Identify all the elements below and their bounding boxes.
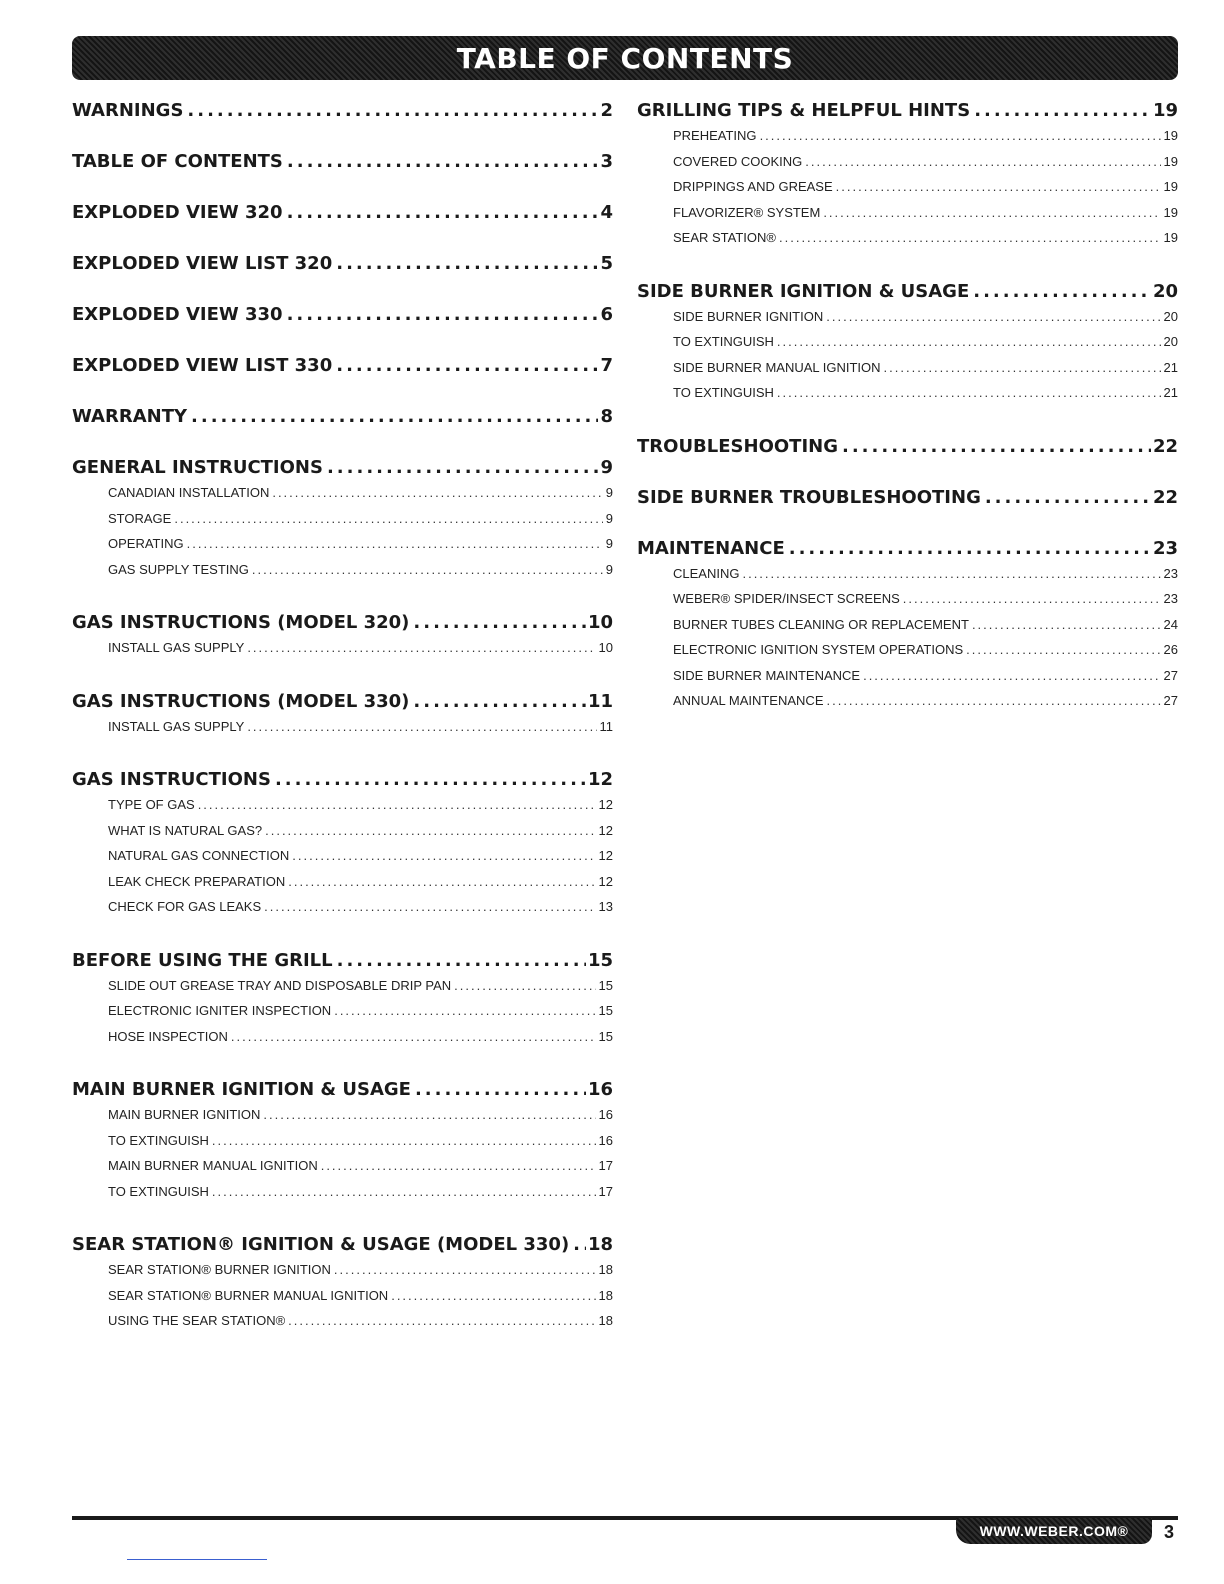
- toc-section: [72, 612, 613, 666]
- toc-subsection-page: 9: [605, 561, 613, 577]
- toc-subsection-page: 26: [1163, 642, 1178, 657]
- dot-leader: [863, 668, 1160, 683]
- dot-leader: [805, 154, 1160, 169]
- toc-section-entry[interactable]: [72, 950, 613, 976]
- dot-leader: [903, 591, 1161, 606]
- toc-section-page: 23: [1152, 537, 1178, 559]
- toc-subsection-entry[interactable]: [673, 385, 1178, 411]
- toc-section-entry[interactable]: [72, 457, 613, 483]
- toc-subsection-page: 21: [1163, 359, 1178, 375]
- toc-section: [72, 950, 613, 1055]
- toc-subsection-page: 19: [1163, 204, 1178, 220]
- toc-subsection-title: TO EXTINGUISH: [108, 1183, 209, 1199]
- toc-section: [72, 457, 613, 587]
- dot-leader: [974, 100, 1151, 121]
- dot-leader: [789, 538, 1151, 559]
- toc-subsection-page: 18: [598, 1262, 613, 1277]
- toc-subsection-entry[interactable]: [108, 536, 613, 562]
- toc-section-page: 8: [600, 406, 613, 427]
- toc-subsection-list: [108, 797, 613, 925]
- toc-subsection-list: [108, 485, 613, 587]
- dot-leader: [336, 253, 598, 274]
- toc-subsection-page: 15: [598, 977, 613, 993]
- toc-subsection-entry[interactable]: [673, 642, 1178, 668]
- dot-leader: [823, 205, 1160, 220]
- toc-subsection-title: COVERED COOKING: [673, 153, 803, 169]
- toc-subsection-entry[interactable]: [673, 360, 1178, 386]
- toc-subsection-title: BURNER TUBES CLEANING OR REPLACEMENT: [673, 616, 969, 632]
- toc-subsection-title: SIDE BURNER MANUAL IGNITION: [673, 359, 881, 375]
- toc-subsection-page: 23: [1163, 591, 1178, 606]
- toc-section-title: BEFORE USING THE GRILL: [72, 949, 333, 971]
- dot-leader: [742, 566, 1160, 581]
- dot-leader: [966, 642, 1160, 657]
- toc-section-entry[interactable]: [72, 202, 613, 228]
- toc-subsection-list: [108, 640, 613, 666]
- toc-banner: [72, 36, 1178, 80]
- toc-subsection-entry[interactable]: [108, 511, 613, 537]
- toc-subsection-entry[interactable]: [673, 154, 1178, 180]
- toc-section-entry[interactable]: [637, 487, 1178, 513]
- toc-subsection-title: TO EXTINGUISH: [673, 385, 774, 400]
- toc-section-entry[interactable]: [72, 612, 613, 638]
- toc-subsection-page: 16: [598, 1132, 613, 1148]
- toc-subsection-list: [673, 566, 1178, 719]
- toc-section: [637, 281, 1178, 411]
- toc-subsection-page: 20: [1163, 308, 1178, 324]
- toc-section-entry[interactable]: [72, 406, 613, 432]
- dot-leader: [187, 100, 598, 121]
- toc-section: [72, 355, 613, 381]
- dot-leader: [985, 487, 1151, 508]
- toc-subsection-title: SEAR STATION® BURNER IGNITION: [108, 1262, 331, 1277]
- toc-section-page: 7: [600, 355, 613, 376]
- toc-subsection-list: [108, 719, 613, 745]
- toc-section: [72, 151, 613, 177]
- toc-section-entry[interactable]: [72, 151, 613, 177]
- toc-subsection-page: 17: [598, 1158, 613, 1173]
- dot-leader: [760, 128, 1161, 143]
- toc-subsection-title: ELECTRONIC IGNITER INSPECTION: [108, 1003, 332, 1018]
- toc-subsection-entry[interactable]: [673, 591, 1178, 617]
- toc-subsection-list: [108, 978, 613, 1055]
- toc-subsection-page: 9: [605, 510, 613, 526]
- dot-leader: [287, 202, 599, 223]
- toc-subsection-page: 19: [1163, 128, 1178, 143]
- toc-subsection-title: SEAR STATION® BURNER MANUAL IGNITION: [108, 1287, 389, 1303]
- toc-subsection-entry[interactable]: [673, 334, 1178, 360]
- dot-leader: [336, 355, 598, 376]
- toc-subsection-page: 19: [1163, 153, 1178, 169]
- dot-leader: [288, 1313, 595, 1328]
- toc-section-title: EXPLODED VIEW LIST 320: [72, 253, 333, 274]
- dot-leader: [334, 1003, 595, 1018]
- toc-subsection-entry[interactable]: [673, 566, 1178, 592]
- toc-subsection-entry[interactable]: [108, 485, 613, 511]
- toc-section-entry[interactable]: [72, 304, 613, 330]
- toc-subsection-title: LEAK CHECK PREPARATION: [108, 873, 286, 889]
- toc-section: [72, 304, 613, 330]
- toc-section-page: 15: [587, 949, 613, 971]
- toc-subsection-list: [673, 309, 1178, 411]
- toc-subsection-list: [108, 1262, 613, 1339]
- toc-subsection-entry[interactable]: [673, 309, 1178, 335]
- toc-section: [72, 769, 613, 925]
- toc-section-title: EXPLODED VIEW LIST 330: [72, 355, 333, 376]
- dot-leader: [288, 874, 595, 889]
- toc-subsection-title: WEBER® SPIDER/INSECT SCREENS: [673, 591, 900, 606]
- toc-subsection-title: TO EXTINGUISH: [108, 1132, 209, 1148]
- toc-section-title: GAS INSTRUCTIONS (MODEL 320): [72, 612, 410, 633]
- toc-subsection-entry[interactable]: [108, 640, 613, 666]
- toc-subsection-title: GAS SUPPLY TESTING: [108, 561, 249, 577]
- toc-section-title: GENERAL INSTRUCTIONS: [72, 457, 323, 478]
- toc-section-entry[interactable]: [637, 436, 1178, 462]
- toc-subsection-title: FLAVORIZER® SYSTEM: [673, 204, 821, 220]
- toc-subsection-page: 9: [605, 536, 613, 551]
- toc-section-title: TROUBLESHOOTING: [637, 435, 838, 457]
- toc-subsection-page: 18: [598, 1313, 613, 1328]
- dot-leader: [334, 1262, 596, 1277]
- toc-subsection-entry[interactable]: [108, 899, 613, 925]
- toc-section-title: GRILLING TIPS & HELPFUL HINTS: [637, 100, 971, 121]
- toc-subsection-title: ANNUAL MAINTENANCE: [673, 693, 824, 708]
- toc-subsection-entry[interactable]: [108, 1262, 613, 1288]
- toc-subsection-title: ELECTRONIC IGNITION SYSTEM OPERATIONS: [673, 642, 964, 657]
- toc-subsection-title: TYPE OF GAS: [108, 797, 195, 812]
- toc-section: [72, 406, 613, 432]
- toc-section-entry[interactable]: [72, 253, 613, 279]
- toc-section: [637, 487, 1178, 513]
- toc-left-column: [72, 100, 613, 1364]
- dot-leader: [573, 1234, 586, 1255]
- dot-leader: [973, 281, 1151, 302]
- dot-leader: [275, 769, 586, 790]
- toc-section-entry[interactable]: [72, 100, 613, 126]
- toc-section-page: 6: [600, 304, 613, 325]
- dot-leader: [198, 797, 596, 812]
- dot-leader: [264, 899, 595, 914]
- dot-leader: [287, 304, 599, 325]
- toc-subsection-title: NATURAL GAS CONNECTION: [108, 848, 290, 863]
- toc-subsection-page: 27: [1163, 667, 1178, 683]
- toc-section-title: GAS INSTRUCTIONS: [72, 769, 271, 790]
- dot-leader: [247, 640, 595, 655]
- toc-section-title: EXPLODED VIEW 320: [72, 202, 283, 223]
- toc-section: [637, 100, 1178, 256]
- toc-subsection-entry[interactable]: [108, 562, 613, 588]
- dot-leader: [247, 719, 596, 734]
- toc-section-entry[interactable]: [72, 1234, 613, 1260]
- dot-leader: [391, 1288, 595, 1303]
- toc-subsection-page: 12: [598, 873, 613, 889]
- toc-section-title: TABLE OF CONTENTS: [72, 151, 283, 172]
- footer-url[interactable]: WWW.WEBER.COM®: [979, 1523, 1129, 1539]
- dot-leader: [292, 848, 595, 863]
- toc-section-page: 22: [1152, 435, 1178, 457]
- toc-subsection-title: SIDE BURNER IGNITION: [673, 308, 824, 324]
- toc-subsection-title: TO EXTINGUISH: [673, 334, 774, 349]
- toc-subsection-entry[interactable]: [673, 617, 1178, 643]
- toc-section-page: 3: [600, 151, 613, 172]
- toc-subsection-page: 11: [599, 718, 613, 734]
- toc-subsection-entry[interactable]: [673, 128, 1178, 154]
- toc-section-page: 19: [1152, 100, 1178, 121]
- toc-subsection-page: 12: [598, 797, 613, 812]
- toc-section-title: MAIN BURNER IGNITION & USAGE: [72, 1079, 411, 1100]
- toc-subsection-entry[interactable]: [673, 230, 1178, 256]
- dot-leader: [779, 230, 1161, 245]
- dot-leader: [836, 179, 1161, 194]
- dot-leader: [972, 617, 1161, 632]
- dot-leader: [265, 823, 595, 838]
- toc-section: [72, 253, 613, 279]
- toc-section-page: 2: [600, 100, 613, 121]
- toc-subsection-page: 12: [598, 848, 613, 863]
- toc-subsection-page: 15: [598, 1003, 613, 1018]
- toc-subsection-page: 24: [1163, 616, 1178, 632]
- dot-leader: [191, 406, 598, 427]
- dot-leader: [327, 457, 599, 478]
- toc-subsection-entry[interactable]: [108, 719, 613, 745]
- dot-leader: [187, 536, 603, 551]
- dot-leader: [413, 691, 586, 712]
- dot-leader: [337, 950, 586, 971]
- toc-subsection-title: PREHEATING: [673, 128, 757, 143]
- toc-subsection-entry[interactable]: [108, 978, 613, 1004]
- toc-subsection-title: INSTALL GAS SUPPLY: [108, 718, 245, 734]
- page-number: 3: [1164, 1522, 1175, 1542]
- dot-leader: [777, 334, 1161, 349]
- toc-subsection-title: OPERATING: [108, 536, 184, 551]
- toc-section-page: 9: [600, 457, 613, 478]
- toc-subsection-title: INSTALL GAS SUPPLY: [108, 640, 245, 655]
- toc-section-title: SIDE BURNER IGNITION & USAGE: [637, 280, 970, 302]
- dot-leader: [287, 151, 599, 172]
- toc-section-entry[interactable]: [72, 1079, 613, 1105]
- page-title: TABLE OF CONTENTS: [456, 41, 794, 75]
- dot-leader: [415, 1079, 586, 1100]
- dot-leader: [174, 511, 602, 526]
- toc-subsection-page: 19: [1163, 179, 1178, 194]
- toc-subsection-title: CHECK FOR GAS LEAKS: [108, 899, 262, 914]
- divider: [127, 1559, 267, 1560]
- toc-subsection-entry[interactable]: [108, 848, 613, 874]
- toc-section: [72, 1234, 613, 1339]
- toc-subsection-entry[interactable]: [108, 1184, 613, 1210]
- toc-subsection-title: CANADIAN INSTALLATION: [108, 485, 270, 500]
- toc-subsection-entry[interactable]: [108, 1107, 613, 1133]
- toc-subsection-list: [673, 128, 1178, 256]
- toc-subsection-entry[interactable]: [673, 205, 1178, 231]
- toc-subsection-entry[interactable]: [108, 1313, 613, 1339]
- toc-section-page: 22: [1152, 486, 1178, 508]
- toc-section-page: 10: [587, 612, 613, 633]
- toc-right-column: [637, 100, 1178, 744]
- toc-subsection-title: CLEANING: [673, 565, 740, 581]
- toc-section: [72, 202, 613, 228]
- dot-leader: [777, 385, 1161, 400]
- footer-url-badge: [956, 1518, 1152, 1544]
- toc-section-title: WARNINGS: [72, 100, 184, 121]
- toc-section-page: 4: [600, 202, 613, 223]
- dot-leader: [272, 485, 602, 500]
- toc-subsection-entry[interactable]: [673, 179, 1178, 205]
- toc-subsection-page: 12: [598, 822, 613, 838]
- dot-leader: [321, 1158, 596, 1173]
- toc-section: [72, 1079, 613, 1209]
- dot-leader: [212, 1133, 596, 1148]
- toc-subsection-page: 15: [598, 1028, 613, 1044]
- toc-subsection-entry[interactable]: [108, 1133, 613, 1159]
- toc-subsection-page: 16: [598, 1107, 613, 1122]
- toc-section: [72, 691, 613, 745]
- toc-section: [637, 436, 1178, 462]
- dot-leader: [263, 1107, 595, 1122]
- toc-section-entry[interactable]: [637, 100, 1178, 126]
- toc-subsection-page: 21: [1163, 385, 1178, 400]
- toc-subsection-title: MAIN BURNER MANUAL IGNITION: [108, 1158, 318, 1173]
- toc-subsection-title: DRIPPINGS AND GREASE: [673, 179, 833, 194]
- toc-subsection-entry[interactable]: [108, 1158, 613, 1184]
- toc-section-title: EXPLODED VIEW 330: [72, 304, 283, 325]
- toc-subsection-entry[interactable]: [673, 693, 1178, 719]
- toc-subsection-entry[interactable]: [673, 668, 1178, 694]
- toc-subsection-title: SLIDE OUT GREASE TRAY AND DISPOSABLE DRIP PAN: [108, 977, 452, 993]
- toc-subsection-title: STORAGE: [108, 510, 172, 526]
- toc-subsection-entry[interactable]: [108, 874, 613, 900]
- dot-leader: [212, 1184, 596, 1199]
- dot-leader: [826, 693, 1160, 708]
- toc-section-page: 11: [587, 690, 613, 712]
- dot-leader: [252, 562, 603, 577]
- toc-subsection-entry[interactable]: [108, 797, 613, 823]
- toc-subsection-page: 23: [1163, 565, 1178, 581]
- toc-section-page: 18: [587, 1234, 613, 1255]
- toc-section-entry[interactable]: [637, 281, 1178, 307]
- toc-subsection-page: 20: [1163, 334, 1178, 349]
- toc-section: [72, 100, 613, 126]
- toc-section-page: 20: [1152, 280, 1178, 302]
- toc-subsection-entry[interactable]: [108, 823, 613, 849]
- dot-leader: [884, 360, 1161, 375]
- toc-section-title: SIDE BURNER TROUBLESHOOTING: [637, 486, 981, 508]
- toc-subsection-page: 13: [598, 899, 613, 914]
- dot-leader: [413, 612, 586, 633]
- toc-subsection-title: SEAR STATION®: [673, 230, 776, 245]
- toc-subsection-page: 9: [605, 485, 613, 500]
- toc-section-page: 5: [600, 253, 613, 274]
- toc-subsection-title: WHAT IS NATURAL GAS?: [108, 822, 263, 838]
- toc-section-entry[interactable]: [637, 538, 1178, 564]
- toc-section-entry[interactable]: [72, 769, 613, 795]
- toc-section-title: WARRANTY: [72, 406, 188, 427]
- dot-leader: [826, 309, 1160, 324]
- toc-section-entry[interactable]: [72, 691, 613, 717]
- toc-section-page: 16: [587, 1079, 613, 1100]
- toc-section-title: MAINTENANCE: [637, 537, 785, 559]
- toc-subsection-entry[interactable]: [108, 1003, 613, 1029]
- toc-subsection-title: HOSE INSPECTION: [108, 1028, 228, 1044]
- toc-section-title: SEAR STATION® IGNITION & USAGE (MODEL 330): [72, 1234, 570, 1255]
- toc-subsection-entry[interactable]: [108, 1029, 613, 1055]
- toc-section: [637, 538, 1178, 719]
- toc-subsection-page: 19: [1163, 230, 1178, 245]
- toc-subsection-page: 27: [1163, 693, 1178, 708]
- dot-leader: [231, 1029, 596, 1044]
- toc-subsection-page: 10: [598, 640, 613, 655]
- toc-subsection-title: MAIN BURNER IGNITION: [108, 1107, 261, 1122]
- toc-section-entry[interactable]: [72, 355, 613, 381]
- toc-section-title: GAS INSTRUCTIONS (MODEL 330): [72, 690, 410, 712]
- toc-subsection-page: 18: [598, 1287, 613, 1303]
- toc-subsection-title: USING THE SEAR STATION®: [108, 1313, 286, 1328]
- toc-subsection-title: SIDE BURNER MAINTENANCE: [673, 667, 861, 683]
- dot-leader: [842, 436, 1151, 457]
- dot-leader: [454, 978, 595, 993]
- toc-subsection-page: 17: [598, 1183, 613, 1199]
- toc-subsection-entry[interactable]: [108, 1288, 613, 1314]
- toc-subsection-list: [108, 1107, 613, 1209]
- toc-section-page: 12: [587, 769, 613, 790]
